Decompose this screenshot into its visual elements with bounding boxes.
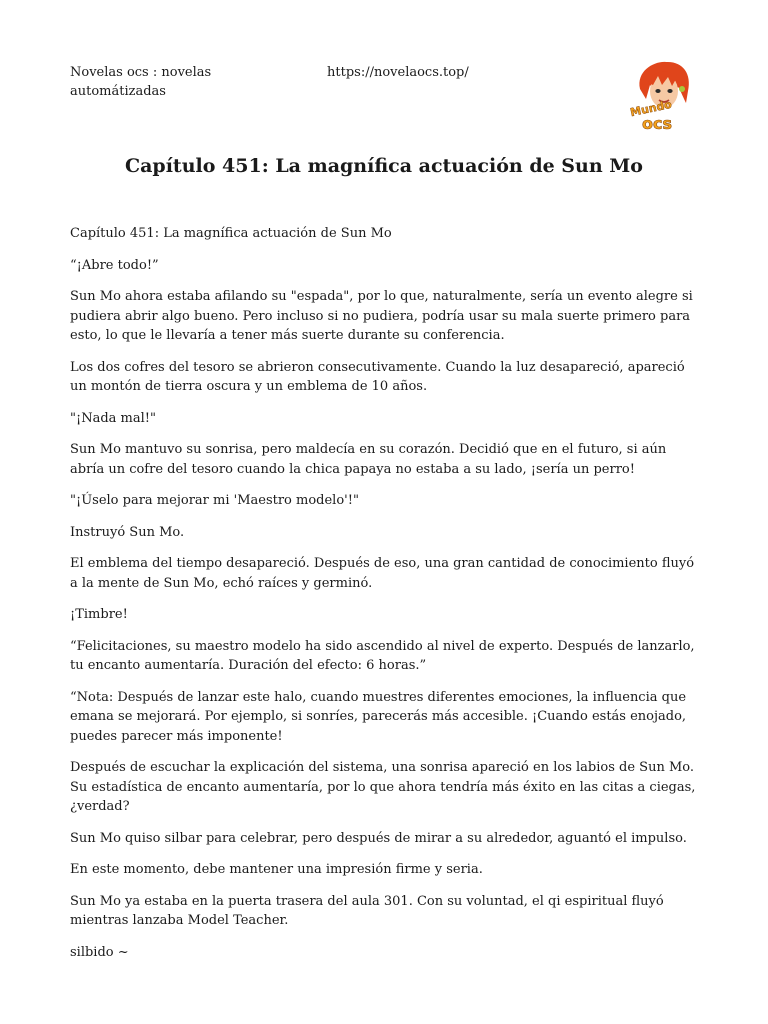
paragraph: Los dos cofres del tesoro se abrieron consecutivamente. Cuando la luz desapareció, apareció un montón de tierra oscura y un emblema de 10 años.	[70, 359, 685, 394]
paragraph: Instruyó Sun Mo.	[70, 524, 185, 540]
paragraph: Capítulo 451: La magnífica actuación de Sun Mo	[70, 226, 392, 241]
paragraph: silbido ~	[70, 944, 129, 960]
chapter-title: Capítulo 451: La magnífica actuación de Sun Mo	[125, 155, 643, 177]
paragraph: En este momento, debe mantener una impresión firme y seria.	[70, 862, 483, 877]
paragraph: ¡Timbre!	[70, 607, 128, 622]
mundo-ocs-logo	[626, 59, 702, 133]
paragraph: El emblema del tiempo desapareció. Después de eso, una gran cantidad de conocimiento fluyó a la mente de Sun Mo, echó raíces y germinó.	[70, 556, 695, 591]
paragraph: Sun Mo quiso silbar para celebrar, pero después de mirar a su alrededor, aguantó el impulso.	[70, 830, 687, 846]
paragraph: Sun Mo ya estaba en la puerta trasera del aula 301. Con su voluntad, el qi espiritual fluyó mientras lanzaba Model Teacher.	[70, 893, 664, 928]
paragraph: Sun Mo mantuvo su sonrisa, pero maldecía en su corazón. Decidió que en el futuro, si aún abría un cofre del tesoro cuando la chica papaya no estaba a su lado, ¡sería un perro!	[70, 442, 667, 477]
paragraph: “Nota: Después de lanzar este halo, cuando muestres diferentes emociones, la influencia que emana se mejorará. Por ejemplo, si sonríes, parecerás más accesible. ¡Cuando estás enojado, puedes parecer más imponente!	[70, 689, 687, 744]
site-name: Novelas ocs : novelas automátizadas	[70, 65, 212, 99]
paragraph: "¡Úselo para mejorar mi 'Maestro modelo'!"	[70, 493, 359, 508]
site-url[interactable]: https://novelaocs.top/	[327, 65, 469, 80]
paragraph: Después de escuchar la explicación del sistema, una sonrisa apareció en los labios de Sun Mo. Su estadística de encanto aumentaría, por lo que ahora tendría más éxito en las citas a ciegas, ¿verdad?	[70, 760, 696, 814]
chapter-body	[70, 224, 700, 974]
paragraph: “Felicitaciones, su maestro modelo ha sido ascendido al nivel de experto. Después de lanzarlo, tu encanto aumentaría. Duración del efecto: 6 horas.”	[70, 638, 695, 673]
paragraph: Sun Mo ahora estaba afilando su "espada", por lo que, naturalmente, sería un evento alegre si pudiera abrir algo bueno. Pero incluso si no pudiera, podría usar su mala suerte primero para esto, lo que le llevaría a tener más suerte durante su conferencia.	[70, 289, 693, 343]
svg-text:ocs: ocs	[642, 114, 672, 133]
svg-text:Mundo: Mundo	[629, 97, 673, 120]
page-header	[70, 63, 700, 143]
paragraph: "¡Nada mal!"	[70, 410, 156, 426]
paragraph: “¡Abre todo!”	[70, 257, 159, 273]
